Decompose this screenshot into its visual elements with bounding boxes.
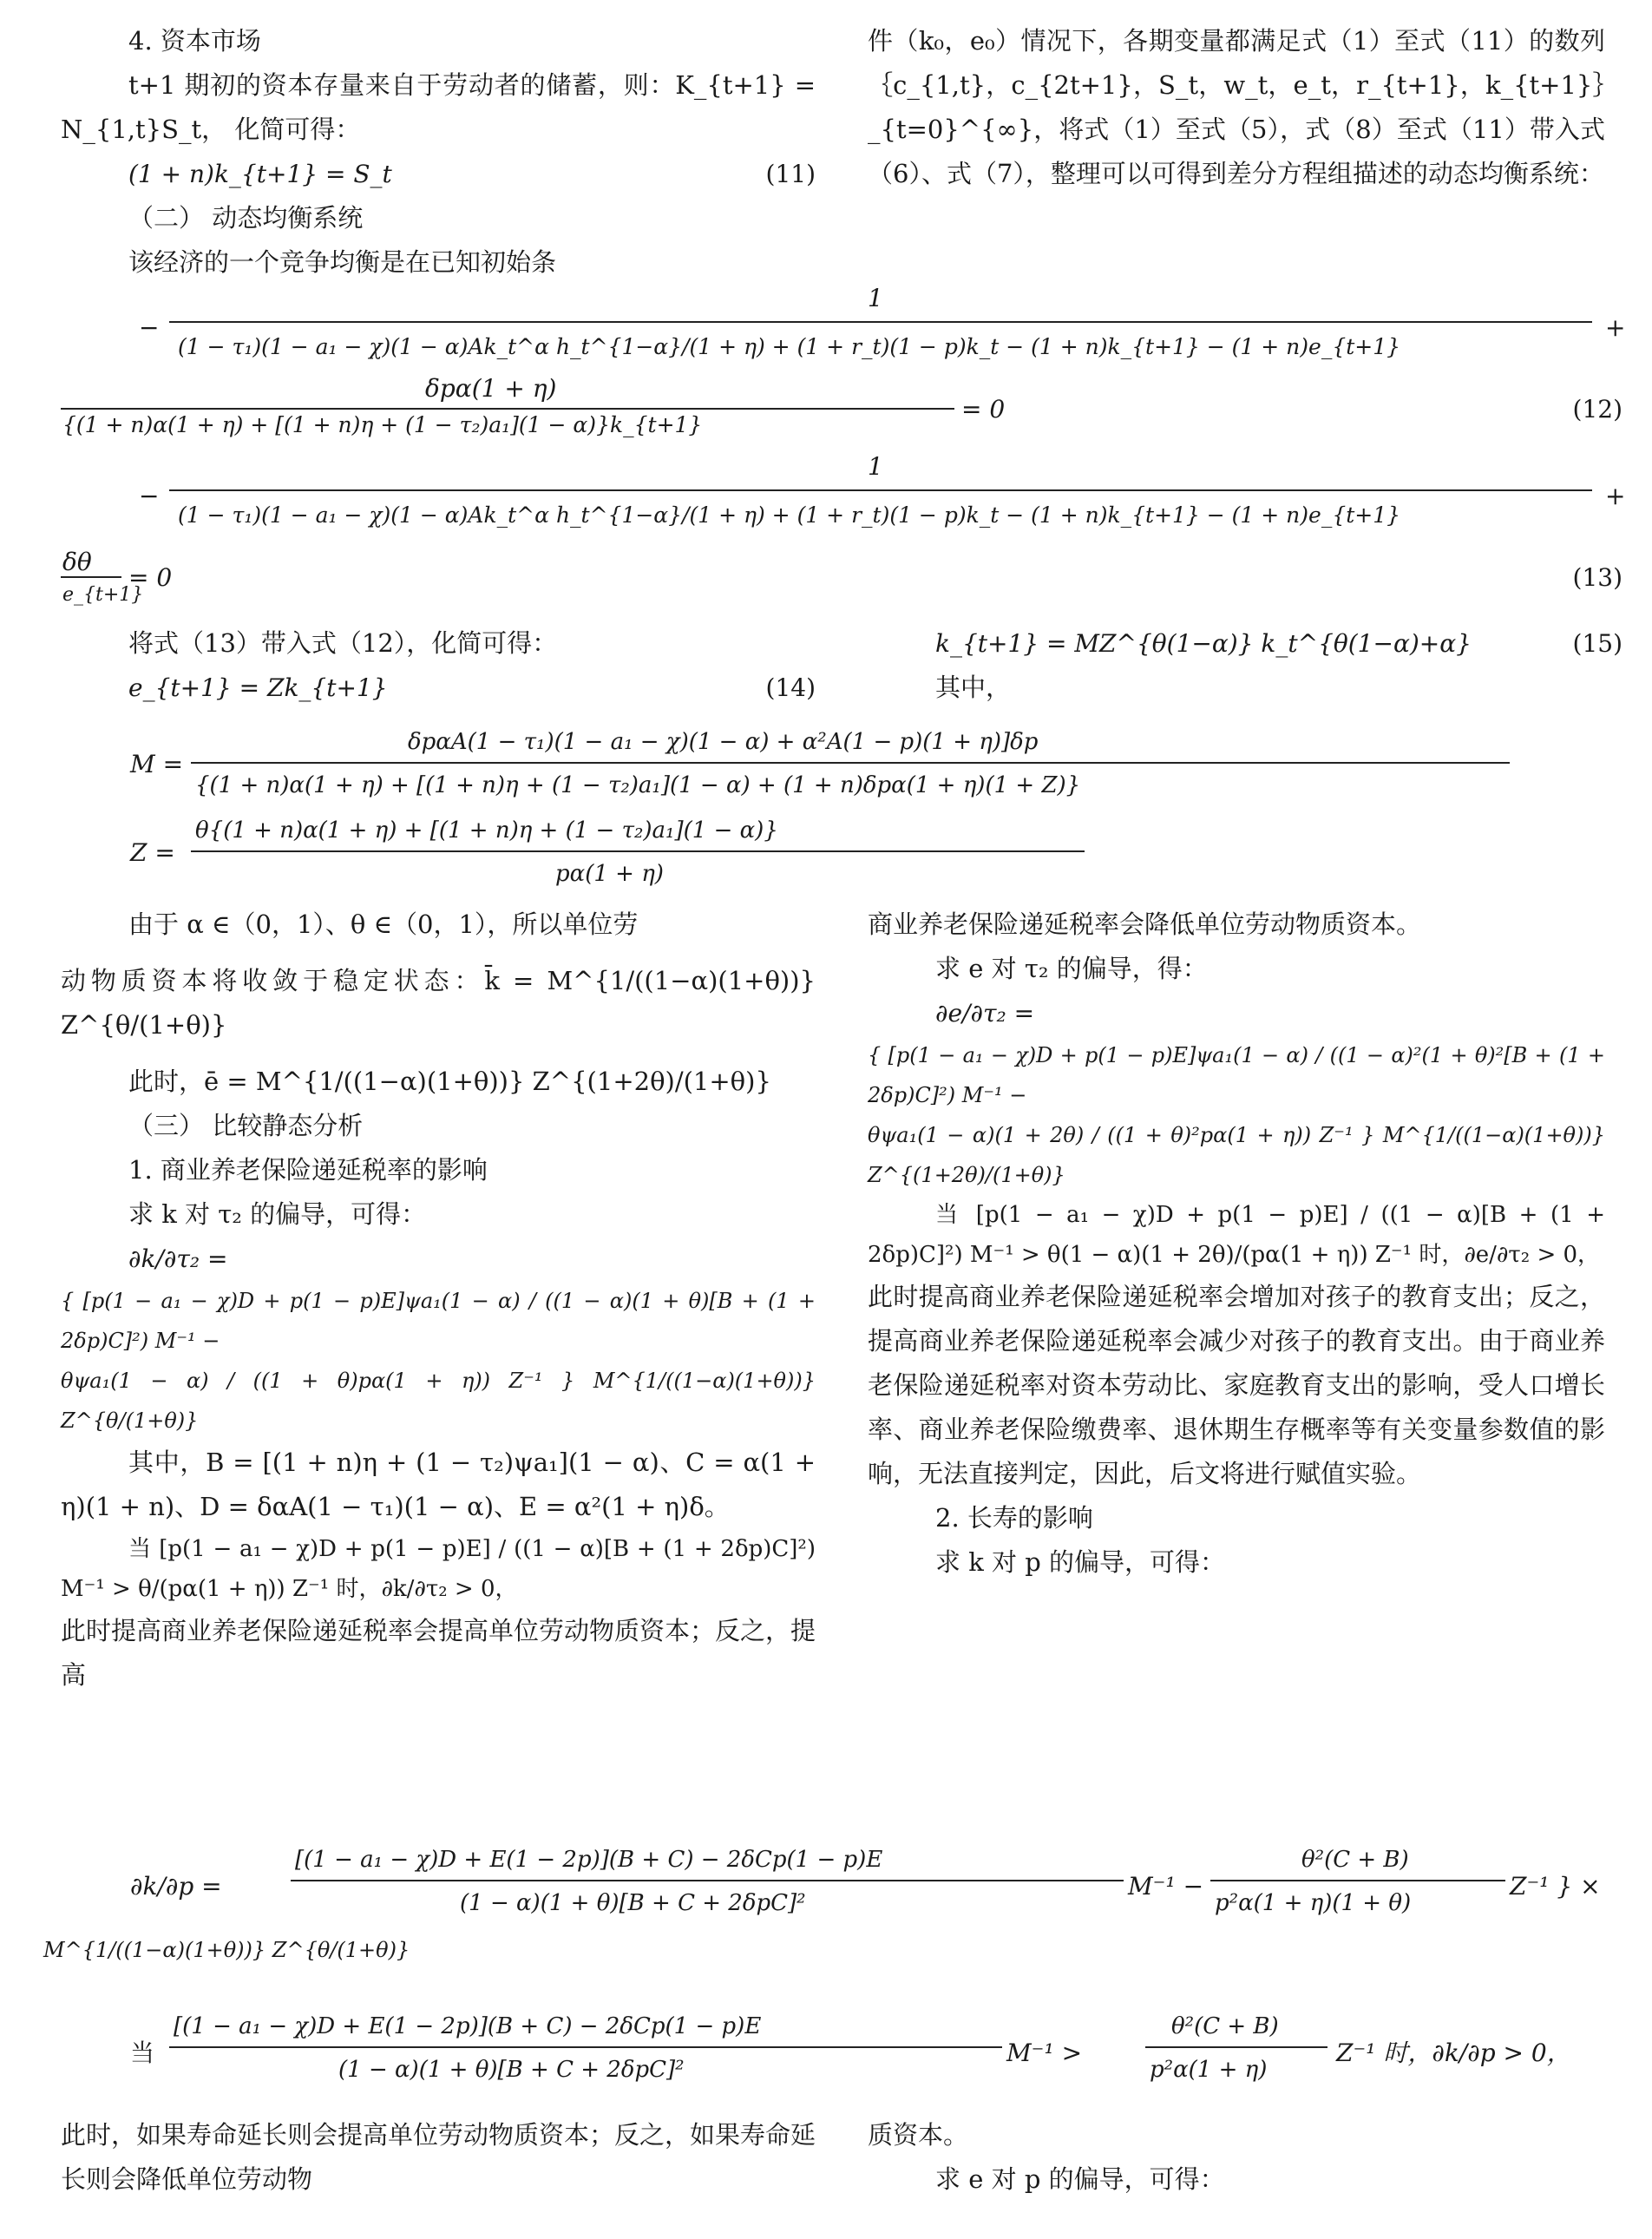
Z-num: θ{(1 + n)α(1 + η) + [(1 + n)η + (1 − τ₂)a₁](1 − α)} xyxy=(195,817,778,844)
dk-dp-block xyxy=(43,1838,1622,1968)
dk-line-1: { [p(1 − a₁ − χ)D + p(1 − p)E]ψa₁(1 − α) / ((1 − α)(1 + θ)[B + (1 + 2δp)C]²) M⁻¹ − xyxy=(61,1289,816,1353)
eq11-label: (11) xyxy=(765,160,816,188)
sub-text: 将式（13）带入式（12），化简可得： xyxy=(128,628,558,658)
Z-def xyxy=(43,809,1622,896)
eq12-num-bottom: δpα(1 + η) xyxy=(425,374,557,403)
heading-capital-market: 4. 资本市场 xyxy=(128,26,261,56)
cond-p-block xyxy=(43,2005,1622,2100)
eq12-label: (12) xyxy=(1572,395,1622,424)
eq15-label: (15) xyxy=(1572,629,1622,658)
M-den: {(1 + n)α(1 + η) + [(1 + n)η + (1 − τ₂)a₁](1 − α) + (1 + n)δpα(1 + η)(1 + Z)} xyxy=(195,772,1081,798)
bottom-right xyxy=(868,2113,1605,2202)
eq13-trail: + xyxy=(1605,482,1626,510)
right-mid-column xyxy=(868,903,1605,1585)
para-equilibrium: 该经济的一个竞争均衡是在已知初始条 xyxy=(128,247,557,277)
eq14: e_{t+1} = Zk_{t+1} xyxy=(128,673,388,702)
steady-2: 动物质资本将收敛于稳定状态：k̄ = M^{1/((1−α)(1+θ))} Z^{θ/(1+θ)} xyxy=(61,966,816,1040)
de-line-2: θψa₁(1 − α)(1 + 2θ) / ((1 + θ)²pα(1 + η)) Z⁻¹ } M^{1/((1−α)(1+θ))} Z^{(1+2θ)/(1+θ)} xyxy=(868,1123,1605,1187)
condp-mid: M⁻¹ > xyxy=(1006,2039,1083,2067)
heading-comparative: （三） 比较静态分析 xyxy=(128,1111,364,1140)
para-savings: t+1 期初的资本存量来自于劳动者的储蓄，则：K_{t+1} = N_{1,t}S_t， 化简可得： xyxy=(61,70,816,144)
de-line-1: { [p(1 − a₁ − χ)D + p(1 − p)E]ψa₁(1 − α) / ((1 − α)²(1 + θ)²[B + (1 + 2δp)C]²) M⁻¹ − xyxy=(868,1043,1605,1107)
dk-dtau: ∂k/∂τ₂ = xyxy=(128,1244,228,1273)
dkdp-den1: (1 − α)(1 + θ)[B + C + 2δpC]² xyxy=(460,1890,806,1916)
de-dtau: ∂e/∂τ₂ = xyxy=(935,999,1035,1028)
eq12-den-bottom: {(1 + n)α(1 + η) + [(1 + n)η + (1 − τ₂)a₁](1 − α)}k_{t+1} xyxy=(62,412,703,437)
M-lhs: M = xyxy=(130,750,184,778)
eq13-num-top: 1 xyxy=(868,452,883,481)
eq15: k_{t+1} = MZ^{θ(1−α)} k_t^{θ(1−α)+α} xyxy=(935,629,1472,658)
where-text: 其中， xyxy=(935,673,1012,702)
eq13-zero: = 0 xyxy=(128,563,173,592)
condp-den1: (1 − α)(1 + θ)[B + C + 2δpC]² xyxy=(338,2057,685,2083)
left-mid-column xyxy=(61,903,816,1697)
dkdp-mid: M⁻¹ − xyxy=(1128,1872,1204,1901)
dk-line-2: θψa₁(1 − α) / ((1 + θ)pα(1 + η)) Z⁻¹ } M^{1/((1−α)(1+θ))} Z^{θ/(1+θ)} xyxy=(61,1369,816,1433)
eq12-bar-top xyxy=(169,321,1592,323)
condp-num2: θ²(C + B) xyxy=(1171,2013,1279,2039)
eq13-bar-top xyxy=(169,489,1592,491)
M-num: δpαA(1 − τ₁)(1 − a₁ − χ)(1 − α) + α²A(1 − p)(1 + η)]δp xyxy=(408,729,1039,755)
eq12-lead: − xyxy=(139,313,160,342)
eq12-num-top: 1 xyxy=(868,284,883,312)
condp-den2: p²α(1 + η) xyxy=(1150,2057,1268,2083)
eq14-label: (14) xyxy=(765,673,816,702)
eq12-zero: = 0 xyxy=(961,395,1006,424)
text-k-p: 求 k 对 p 的偏导，可得： xyxy=(935,1547,1226,1577)
bottom-right-2: 求 e 对 p 的偏导，可得： xyxy=(935,2164,1225,2194)
conclusion-k: 此时提高商业养老保险递延税率会提高单位劳动物质资本；反之，提高 xyxy=(61,1616,816,1690)
cont-k: 商业养老保险递延税率会降低单位劳动物质资本。 xyxy=(868,909,1422,939)
cond-e: 当 [p(1 − a₁ − χ)D + p(1 − p)E] / ((1 − α)[B + (1 + 2δp)C]²) M⁻¹ > θ(1 − α)(1 + 2θ)/(pα(1 + η)) Z⁻¹ 时，∂e/∂τ₂ > 0， xyxy=(868,1202,1605,1268)
eq14-row xyxy=(61,666,816,710)
eq13-num-bottom: δθ xyxy=(62,548,92,576)
heading-longevity: 2. 长寿的影响 xyxy=(935,1503,1093,1533)
heading-dynamic: （二） 动态均衡系统 xyxy=(128,203,364,233)
text-e-tau: 求 e 对 τ₂ 的偏导，得： xyxy=(935,954,1208,983)
heading-tax: 1. 商业养老保险递延税率的影响 xyxy=(128,1155,488,1185)
dkdp-tail: Z⁻¹ } × xyxy=(1510,1872,1601,1901)
where-B: 其中，B = [(1 + n)η + (1 − τ₂)ψa₁](1 − α)、C = α(1 + η)(1 + n)、D = δαA(1 − τ₁)(1 − α)、E = α²(1 + η)δ。 xyxy=(61,1448,816,1521)
eq12-block xyxy=(43,276,1626,437)
eq13-label: (13) xyxy=(1572,563,1622,592)
steady-3: 此时，ē = M^{1/((1−α)(1+θ))} Z^{(1+2θ)/(1+θ)} xyxy=(128,1067,771,1096)
dkdp-lhs: ∂k/∂p = xyxy=(130,1872,222,1901)
eq11: (1 + n)k_{t+1} = S_t xyxy=(128,160,392,188)
eq15-row xyxy=(868,621,1622,666)
eq11-row xyxy=(61,152,816,196)
para-equilibrium-cont: 件（k₀，e₀）情况下，各期变量都满足式（1）至式（11）的数列｛c_{1,t}，c_{2t+1}，S_t，w_t，e_t，r_{t+1}，k_{t+1}｝_{t=0}^{∞}，将式（1）至式（5），式（8）至式（11）带入式（6）、式（7），整理可以可得到差分方程组描述的动态均衡系统： xyxy=(868,26,1605,188)
cond-k: 当 [p(1 − a₁ − χ)D + p(1 − p)E] / ((1 − α)[B + (1 + 2δp)C]²) M⁻¹ > θ/(pα(1 + η)) Z⁻¹ 时，∂k/∂τ₂ > 0， xyxy=(61,1536,816,1602)
mid-right xyxy=(868,621,1622,710)
bottom-left xyxy=(61,2113,816,2202)
bottom-right-1: 质资本。 xyxy=(868,2120,969,2150)
eq12-trail: + xyxy=(1605,313,1626,342)
conclusion-e: 此时提高商业养老保险递延税率会增加对孩子的教育支出；反之，提高商业养老保险递延税率会减少对孩子的教育支出。由于商业养老保险递延税率对资本劳动比、家庭教育支出的影响，受人口增长率、商业养老保险缴费率、退休期生存概率等有关变量参数值的影响，无法直接判定，因此，后文将进行赋值实验。 xyxy=(868,1282,1605,1488)
dkdp-num2: θ²(C + B) xyxy=(1301,1847,1409,1873)
dkdp-next: M^{1/((1−α)(1+θ))} Z^{θ/(1+θ)} xyxy=(43,1938,410,1962)
left-top-column xyxy=(61,19,816,285)
right-top-column xyxy=(868,19,1605,196)
eq13-lead: − xyxy=(139,482,160,510)
dkdp-num1: [(1 − a₁ − χ)D + E(1 − 2p)](B + C) − 2δCp(1 − p)E xyxy=(295,1847,883,1873)
eq13-block xyxy=(43,444,1626,606)
eq12-den-top: (1 − τ₁)(1 − a₁ − χ)(1 − α)Ak_t^α h_t^{1−α}/(1 + η) + (1 + r_t)(1 − p)k_t − (1 + n)k_{t+1} − (1 + n)e_{t+1} xyxy=(178,334,1401,359)
bottom-left-text: 此时，如果寿命延长则会提高单位劳动物质资本；反之，如果寿命延长则会降低单位劳动物 xyxy=(61,2120,816,2194)
dkdp-den2: p²α(1 + η)(1 + θ) xyxy=(1215,1890,1412,1916)
text-k-tau: 求 k 对 τ₂ 的偏导，可得： xyxy=(128,1199,427,1229)
condp-tail: Z⁻¹ 时，∂k/∂p > 0， xyxy=(1336,2039,1571,2067)
eq13-den-bottom: e_{t+1} xyxy=(62,584,144,606)
condp-num1: [(1 − a₁ − χ)D + E(1 − 2p)](B + C) − 2δCp(1 − p)E xyxy=(174,2013,762,2039)
steady-1: 由于 α ∈（0，1）、θ ∈（0，1），所以单位劳 xyxy=(128,909,639,939)
M-def xyxy=(43,720,1622,807)
condp-when: 当 xyxy=(130,2039,155,2067)
eq13-den-top: (1 − τ₁)(1 − a₁ − χ)(1 − α)Ak_t^α h_t^{1−α}/(1 + η) + (1 + r_t)(1 − p)k_t − (1 + n)k_{t+1} − (1 + n)e_{t+1} xyxy=(178,502,1401,528)
Z-lhs: Z = xyxy=(130,838,175,867)
mid-left xyxy=(61,621,816,710)
Z-den: pα(1 + η) xyxy=(555,861,664,887)
